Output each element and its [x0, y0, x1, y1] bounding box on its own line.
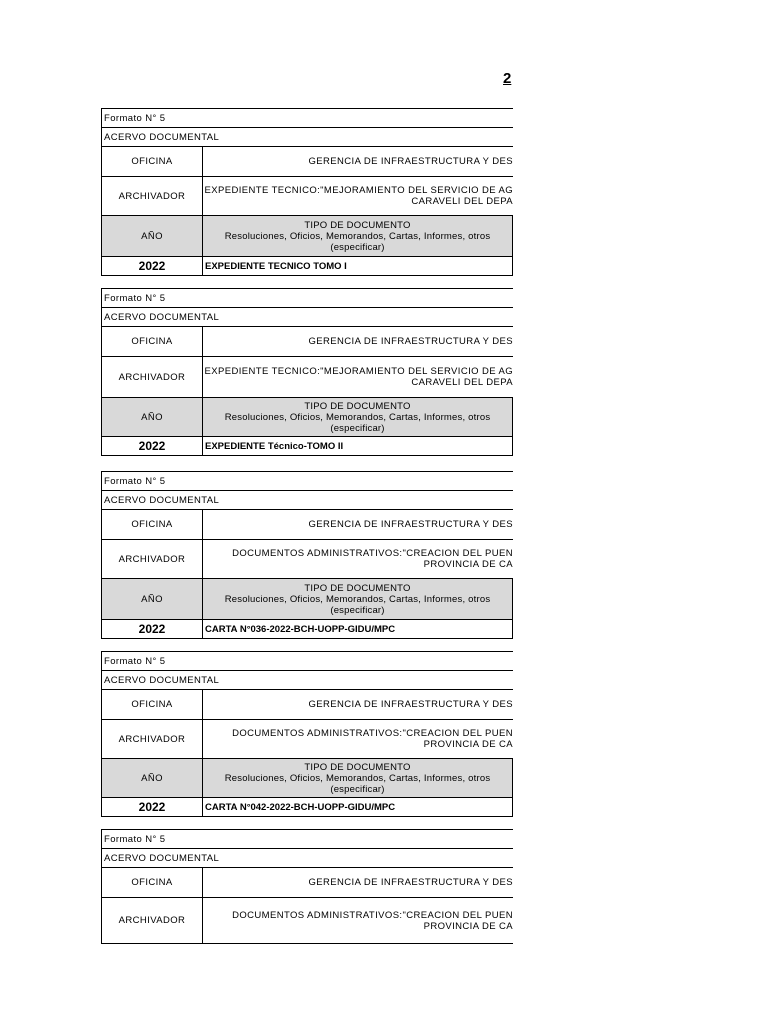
acervo-block-2 [101, 288, 513, 456]
archivador-value [203, 898, 513, 943]
anio-label: AÑO [102, 398, 203, 436]
anio-label: AÑO [102, 579, 203, 619]
tipo-documento-header [203, 759, 513, 797]
formato-label: Formato N° 5 [104, 475, 166, 487]
tipo-line-1: TIPO DE DOCUMENTO [304, 761, 411, 773]
document-name: EXPEDIENTE Técnico-TOMO II [203, 437, 513, 455]
archivador-label: ARCHIVADOR [102, 898, 203, 943]
tipo-line-2: Resoluciones, Oficios, Memorandos, Cartas, Informes, otros [224, 593, 491, 605]
acervo-label: ACERVO DOCUMENTAL [104, 131, 220, 143]
acervo-block-3 [101, 471, 513, 639]
archivador-value [203, 720, 513, 758]
document-name: CARTA N°042-2022-BCH-UOPP-GIDU/MPC [203, 798, 513, 816]
acervo-label: ACERVO DOCUMENTAL [104, 852, 220, 864]
archivador-line-2: PROVINCIA DE CA [423, 559, 513, 570]
oficina-value: GERENCIA DE INFRAESTRUCTURA Y DES [308, 336, 513, 347]
oficina-value: GERENCIA DE INFRAESTRUCTURA Y DES [308, 156, 513, 167]
acervo-block-5 [101, 829, 513, 944]
archivador-label: ARCHIVADOR [102, 177, 203, 215]
archivador-value [203, 357, 513, 397]
archivador-label: ARCHIVADOR [102, 357, 203, 397]
year-value: 2022 [102, 257, 203, 275]
oficina-label: OFICINA [102, 690, 203, 719]
archivador-line-2: CARAVELI DEL DEPA [411, 377, 513, 388]
tipo-documento-header [203, 216, 513, 256]
acervo-label: ACERVO DOCUMENTAL [104, 494, 220, 506]
oficina-label: OFICINA [102, 510, 203, 539]
tipo-line-3: (especificar) [330, 604, 385, 616]
archivador-value [203, 177, 513, 215]
tipo-line-1: TIPO DE DOCUMENTO [304, 219, 411, 231]
acervo-block-4 [101, 651, 513, 817]
year-value: 2022 [102, 798, 203, 816]
formato-label: Formato N° 5 [104, 292, 166, 304]
oficina-label: OFICINA [102, 868, 203, 897]
archivador-line-1: DOCUMENTOS ADMINISTRATIVOS:"CREACION DEL PUEN [232, 728, 513, 739]
archivador-line-1: EXPEDIENTE TECNICO:"MEJORAMIENTO DEL SERVICIO DE AG [204, 366, 513, 377]
document-name: EXPEDIENTE TECNICO TOMO I [203, 257, 513, 275]
archivador-line-2: PROVINCIA DE CA [423, 920, 513, 932]
tipo-line-1: TIPO DE DOCUMENTO [304, 582, 411, 594]
tipo-line-2: Resoluciones, Oficios, Memorandos, Cartas, Informes, otros [224, 772, 491, 784]
archivador-line-1: EXPEDIENTE TECNICO:"MEJORAMIENTO DEL SERVICIO DE AG [204, 185, 513, 196]
formato-label: Formato N° 5 [104, 833, 166, 845]
archivador-line-1: DOCUMENTOS ADMINISTRATIVOS:"CREACION DEL PUEN [232, 548, 513, 559]
archivador-line-2: CARAVELI DEL DEPA [411, 196, 513, 207]
oficina-label: OFICINA [102, 147, 203, 176]
formato-label: Formato N° 5 [104, 112, 166, 124]
tipo-line-3: (especificar) [330, 241, 385, 253]
document-name: CARTA N°036-2022-BCH-UOPP-GIDU/MPC [203, 620, 513, 638]
tipo-documento-header [203, 579, 513, 619]
formato-label: Formato N° 5 [104, 655, 166, 667]
tipo-documento-header [203, 398, 513, 436]
anio-label: AÑO [102, 216, 203, 256]
tipo-line-2: Resoluciones, Oficios, Memorandos, Cartas, Informes, otros [224, 230, 491, 242]
page-title: 2 [503, 70, 512, 87]
acervo-label: ACERVO DOCUMENTAL [104, 311, 220, 323]
archivador-line-1: DOCUMENTOS ADMINISTRATIVOS:"CREACION DEL PUEN [232, 909, 513, 921]
year-value: 2022 [102, 437, 203, 455]
tipo-line-2: Resoluciones, Oficios, Memorandos, Cartas, Informes, otros [224, 411, 491, 423]
anio-label: AÑO [102, 759, 203, 797]
acervo-label: ACERVO DOCUMENTAL [104, 674, 220, 686]
year-value: 2022 [102, 620, 203, 638]
archivador-label: ARCHIVADOR [102, 720, 203, 758]
acervo-block-1 [101, 108, 513, 276]
oficina-label: OFICINA [102, 327, 203, 356]
archivador-value [203, 540, 513, 578]
tipo-line-3: (especificar) [330, 422, 385, 434]
oficina-value: GERENCIA DE INFRAESTRUCTURA Y DES [308, 699, 513, 710]
archivador-line-2: PROVINCIA DE CA [423, 739, 513, 750]
tipo-line-1: TIPO DE DOCUMENTO [304, 400, 411, 412]
oficina-value: GERENCIA DE INFRAESTRUCTURA Y DES [308, 519, 513, 530]
oficina-value: GERENCIA DE INFRAESTRUCTURA Y DES [308, 877, 513, 888]
archivador-label: ARCHIVADOR [102, 540, 203, 578]
tipo-line-3: (especificar) [330, 783, 385, 795]
